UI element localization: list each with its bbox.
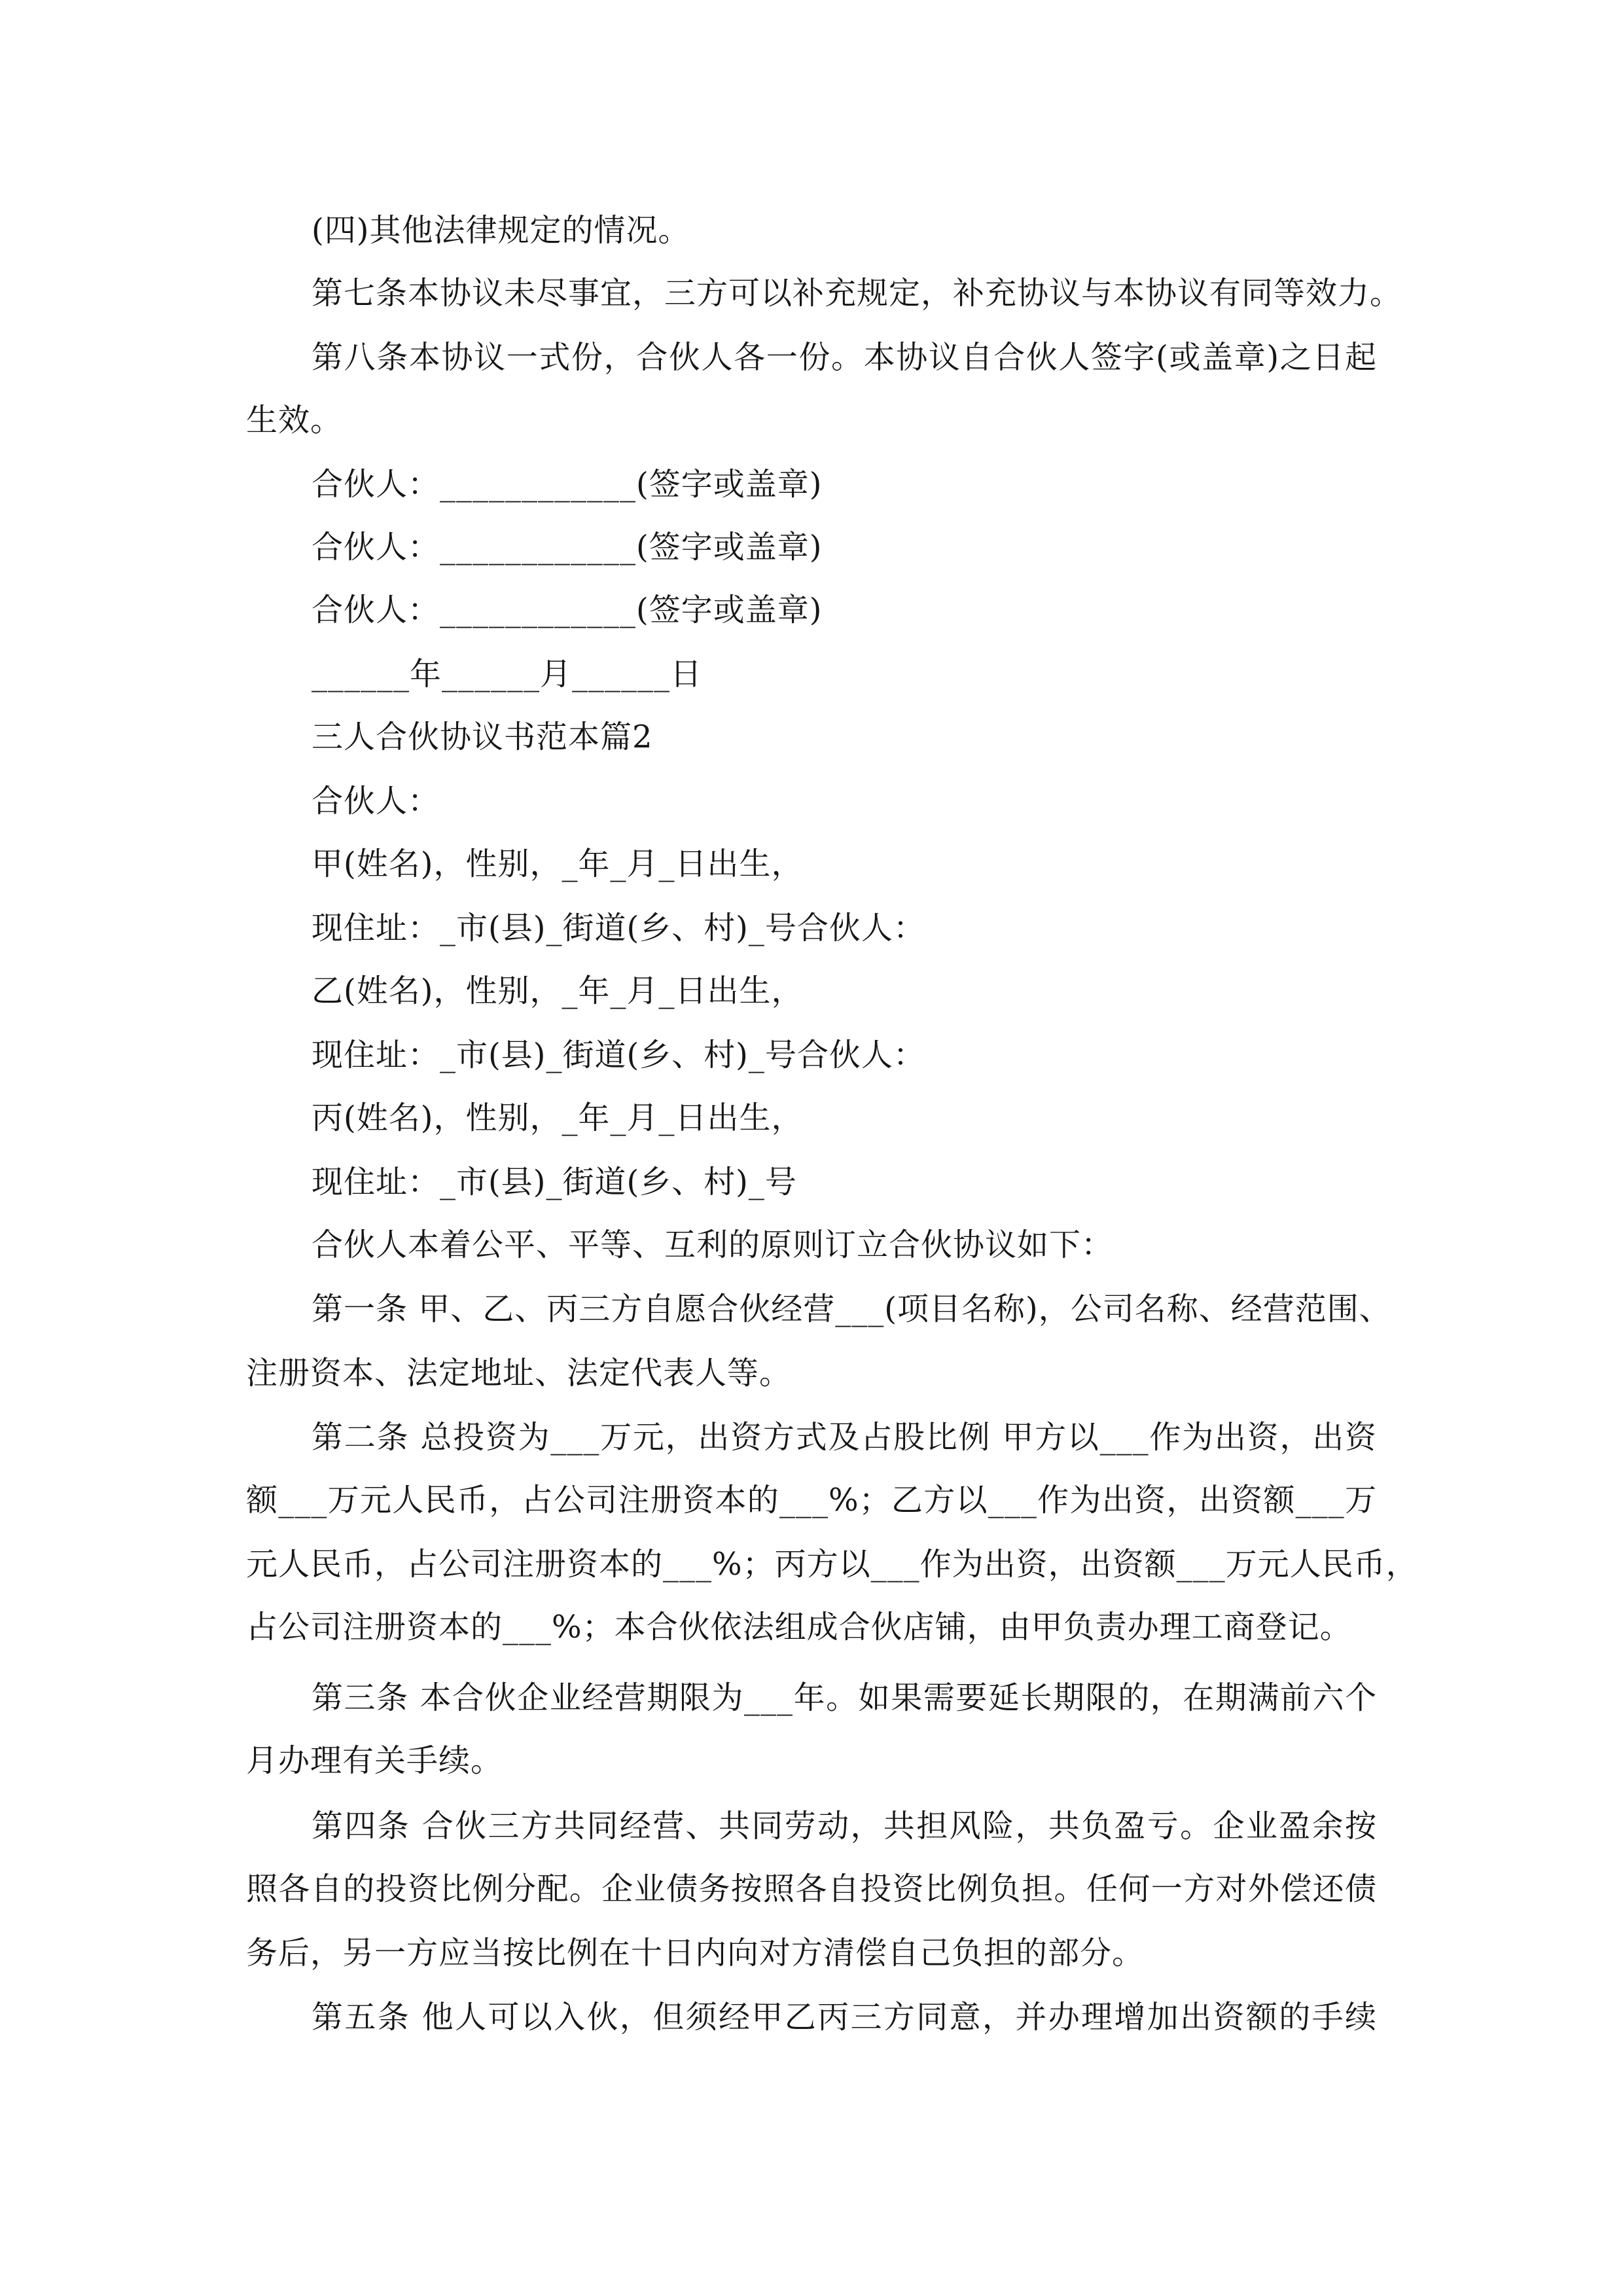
article-2-continued: 元人民币，占公司注册资本的___%；丙方以___作为出资，出资额___万元人民币，	[246, 1546, 1418, 1583]
article-8: 第八条本协议一式份，合伙人各一份。本协议自合伙人签字(或盖章)之日起	[312, 339, 1377, 376]
partner-a-address: 现住址：_市(县)_街道(乡、村)_号合伙人：	[312, 910, 925, 946]
partners-label: 合伙人：	[312, 783, 440, 819]
partner-b-info: 乙(姓名)，性别，_年_月_日出生，	[312, 973, 804, 1009]
partner-c-info: 丙(姓名)，性别，_年_月_日出生，	[312, 1100, 804, 1136]
partner-signature-line: 合伙人：____________(签字或盖章)	[312, 529, 823, 565]
article-8-continued: 生效。	[246, 402, 343, 439]
partner-c-address: 现住址：_市(县)_街道(乡、村)_号	[312, 1164, 797, 1200]
date-line: ______年______月______日	[312, 656, 703, 692]
agreement-intro: 合伙人本着公平、平等、互利的原则订立合伙协议如下：	[312, 1227, 1114, 1263]
partner-b-address: 现住址：_市(县)_街道(乡、村)_号合伙人：	[312, 1037, 925, 1073]
article-1-continued: 注册资本、法定地址、法定代表人等。	[246, 1355, 792, 1391]
partner-signature-line: 合伙人：____________(签字或盖章)	[312, 466, 823, 503]
section-title: 三人合伙协议书范本篇2	[312, 719, 653, 755]
article-1: 第一条 甲、乙、丙三方自愿合伙经营___(项目名称)，公司名称、经营范围、	[312, 1291, 1391, 1327]
article-3-continued: 月办理有关手续。	[246, 1742, 503, 1779]
article-4: 第四条 合伙三方共同经营、共同劳动，共担风险，共负盈亏。企业盈余按	[312, 1808, 1377, 1844]
article-5: 第五条 他人可以入伙，但须经甲乙丙三方同意，并办理增加出资额的手续	[312, 1999, 1377, 2036]
article-2-continued: 占公司注册资本的___%；本合伙依法组成合伙店铺，由甲负责办理工商登记。	[246, 1609, 1352, 1645]
article-4-continued: 照各自的投资比例分配。企业债务按照各自投资比例负担。任何一方对外偿还债	[246, 1871, 1377, 1907]
article-2: 第二条 总投资为___万元，出资方式及占股比例 甲方以___作为出资，出资	[312, 1419, 1377, 1456]
partner-signature-line: 合伙人：____________(签字或盖章)	[312, 592, 823, 628]
article-2-continued: 额___万元人民币，占公司注册资本的___%；乙方以___作为出资，出资额___万	[246, 1482, 1377, 1518]
article-3: 第三条 本合伙企业经营期限为___年。如果需要延长期限的，在期满前六个	[312, 1679, 1377, 1716]
article-4-continued: 务后，另一方应当按比例在十日内向对方清偿自己负担的部分。	[246, 1935, 1145, 1971]
article-7: 第七条本协议未尽事宜，三方可以补充规定，补充协议与本协议有同等效力。	[312, 275, 1402, 312]
partner-a-info: 甲(姓名)，性别，_年_月_日出生，	[312, 846, 804, 882]
clause-item-4: (四)其他法律规定的情况。	[312, 212, 690, 249]
